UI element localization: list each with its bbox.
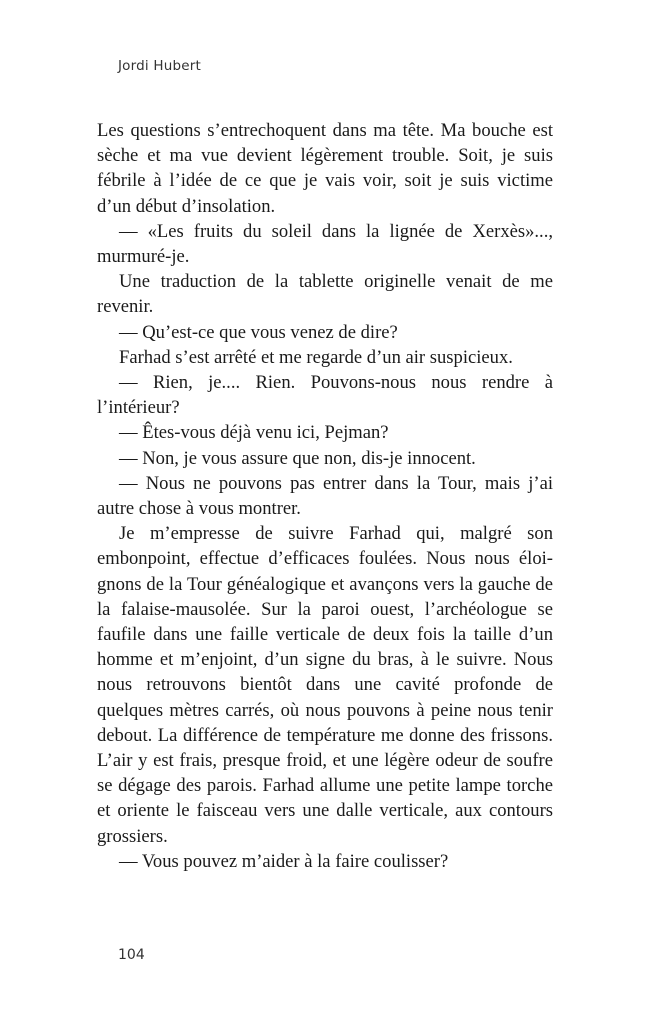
paragraph: Farhad s’est arrêté et me regarde d’un air suspicieux.: [119, 346, 513, 368]
body-text: [97, 118, 553, 874]
dialogue-line: — Rien, je.... Rien. Pouvons-nous nous rendre à l’intérieur?: [97, 372, 553, 419]
dialogue-line: — Êtes-vous déjà venu ici, Pejman?: [119, 422, 389, 444]
dialogue-line: — Vous pouvez m’aider à la faire coulisser?: [119, 850, 449, 872]
paragraph: Une traduction de la tablette originelle venait de me revenir.: [97, 271, 553, 318]
page-number: 104: [118, 947, 145, 963]
paragraph: Les questions s’entrechoquent dans ma tête. Ma bouche est sèche et ma vue devient légèrement trouble. Soit, je suis fébrile à l’idée de ce que je vais voir, soit je suis victime d’un début d’insolation.: [97, 120, 553, 217]
running-head-author: Jordi Hubert: [118, 58, 201, 74]
paragraph: Je m’empresse de suivre Farhad qui, malgré son embonpoint, effectue d’efficaces foulées. Nous nous éloignons de la Tour généalogique et avançons vers la gauche de la falaise-mausolée. Sur la paroi ouest, l’archéologue se faufile dans une faille verticale de deux fois la taille d’un homme et m’enjoint, d’un signe du bras, à le suivre. Nous nous retrouvons bientôt dans une cavité profonde de quelques mètres carrés, où nous pouvons à peine nous tenir debout. La différence de température me donne des frissons. L’air y est frais, presque froid, et une légère odeur de soufre se dégage des parois. Farhad allume une petite lampe torche et oriente le faisceau vers une dalle verticale, aux contours grossiers.: [97, 523, 553, 847]
dialogue-line: — Qu’est-ce que vous venez de dire?: [119, 321, 398, 343]
dialogue-line: — Non, je vous assure que non, dis-je innocent.: [119, 447, 476, 469]
dialogue-line: — Nous ne pouvons pas entrer dans la Tour, mais j’ai autre chose à vous montrer.: [97, 472, 553, 520]
dialogue-line: — «Les fruits du soleil dans la lignée de Xerxès»..., murmuré-je.: [97, 220, 553, 268]
